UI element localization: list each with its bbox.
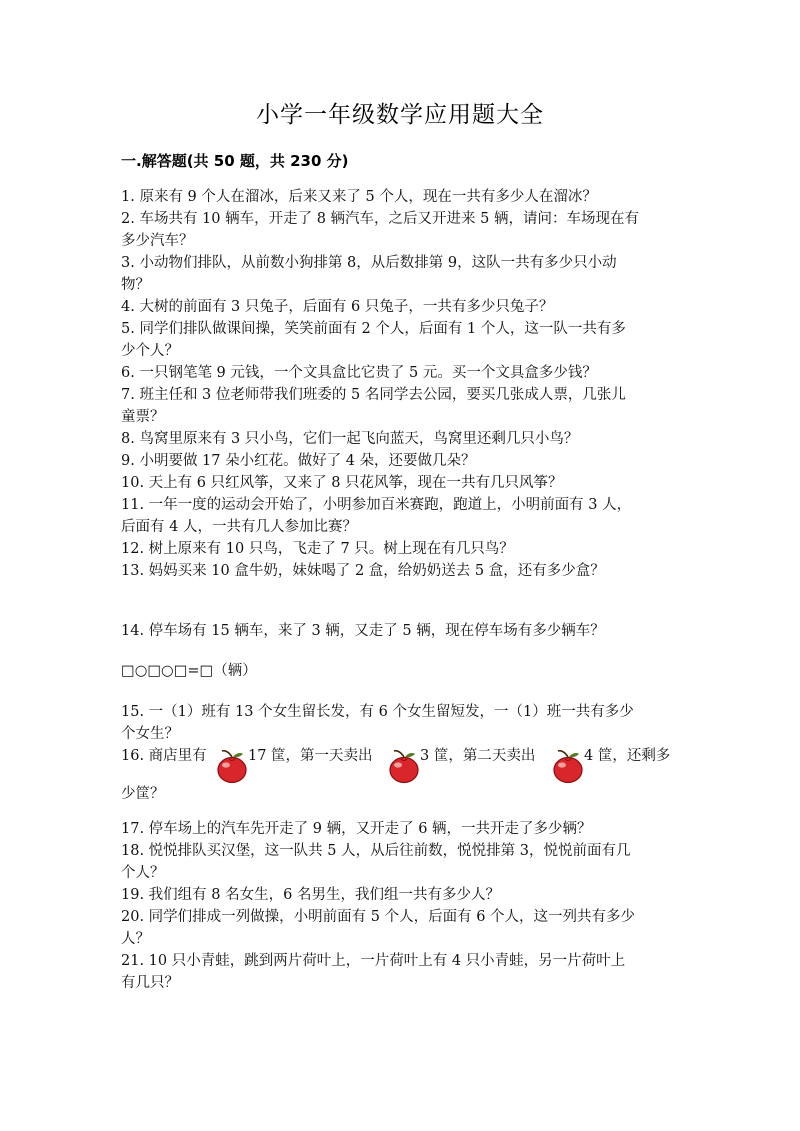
question-line: 14. 停车场有 15 辆车，来了 3 辆，又走了 5 辆，现在停车场有多少辆车？ [121, 623, 605, 639]
section-heading: 一.解答题(共 50 题，共 230 分) [121, 152, 349, 170]
question-line: 童票？ [121, 409, 165, 425]
question-line: 17 筐，第一天卖出 [248, 748, 373, 764]
question-line: 个女生？ [121, 726, 179, 742]
question-line: 10. 天上有 6 只红风筝，又来了 8 只花风筝，现在一共有几只风筝？ [121, 475, 563, 491]
question-line: 多少汽车？ [121, 233, 194, 249]
question-line: 少筐？ [121, 786, 165, 802]
question-line: 5. 同学们排队做课间操，笑笑前面有 2 个人，后面有 1 个人，这一队一共有多 [121, 321, 626, 337]
question-line: 11. 一年一度的运动会开始了，小明参加百米赛跑，跑道上，小明前面有 3 人， [121, 497, 632, 513]
question-line: 12. 树上原来有 10 只鸟，飞走了 7 只。树上现在有几只鸟？ [121, 541, 514, 557]
question-line: 物？ [121, 277, 150, 293]
question-line: 8. 鸟窝里原来有 3 只小鸟，它们一起飞向蓝天，鸟窝里还剩几只小鸟？ [121, 431, 579, 447]
question-line: 3 筐，第二天卖出 [420, 748, 536, 764]
question-line: 18. 悦悦排队买汉堡，这一队共 5 人，从后往前数，悦悦排第 3，悦悦前面有几 [121, 843, 631, 859]
page-title: 小学一年级数学应用题大全 [256, 102, 544, 128]
question-line: 9. 小明要做 17 朵小红花。做好了 4 朵，还要做几朵？ [121, 453, 476, 469]
red-apple-icon [215, 748, 249, 784]
question-line: 6. 一只钢笔笔 9 元钱，一个文具盒比它贵了 5 元。买一个文具盒多少钱？ [121, 365, 597, 381]
answer-template: □○□○□=□（辆） [121, 663, 257, 679]
question-line: 有几只？ [121, 975, 179, 991]
question-line: 少个人？ [121, 343, 179, 359]
red-apple-icon [551, 748, 585, 784]
question-line: 17. 停车场上的汽车先开走了 9 辆，又开走了 6 辆，一共开走了多少辆？ [121, 821, 592, 837]
question-line: 4 筐，还剩多 [584, 748, 671, 764]
red-apple-icon [387, 748, 421, 784]
question-line: 15. 一（1）班有 13 个女生留长发，有 6 个女生留短发，一（1）班一共有多少 [121, 704, 634, 720]
question-line: 个人？ [121, 865, 165, 881]
question-line: 3. 小动物们排队，从前数小狗排第 8，从后数排第 9，这队一共有多少只小动 [121, 255, 617, 271]
question-line: 人？ [121, 931, 150, 947]
question-line: 19. 我们组有 8 名女生，6 名男生，我们组一共有多少人？ [121, 887, 500, 903]
question-line: 后面有 4 人，一共有几人参加比赛？ [121, 519, 357, 535]
question-line: 21. 10 只小青蛙，跳到两片荷叶上，一片荷叶上有 4 只小青蛙，另一片荷叶上 [121, 953, 626, 969]
question-line: 4. 大树的前面有 3 只兔子，后面有 6 只兔子，一共有多少只兔子？ [121, 299, 554, 315]
question-line: 20. 同学们排成一列做操，小明前面有 5 个人，后面有 6 个人，这一列共有多少 [121, 909, 636, 925]
question-line: 13. 妈妈买来 10 盒牛奶，妹妹喝了 2 盒，给奶奶送去 5 盒，还有多少盒？ [121, 563, 605, 579]
question-line: 1. 原来有 9 个人在溜冰，后来又来了 5 个人，现在一共有多少人在溜冰？ [121, 189, 597, 205]
question-line: 16. 商店里有 [121, 748, 207, 764]
question-line: 7. 班主任和 3 位老师带我们班委的 5 名同学去公园，要买几张成人票，几张儿 [121, 387, 626, 403]
question-line: 2. 车场共有 10 辆车，开走了 8 辆汽车，之后又开进来 5 辆，请问：车场现在有 [121, 211, 639, 227]
